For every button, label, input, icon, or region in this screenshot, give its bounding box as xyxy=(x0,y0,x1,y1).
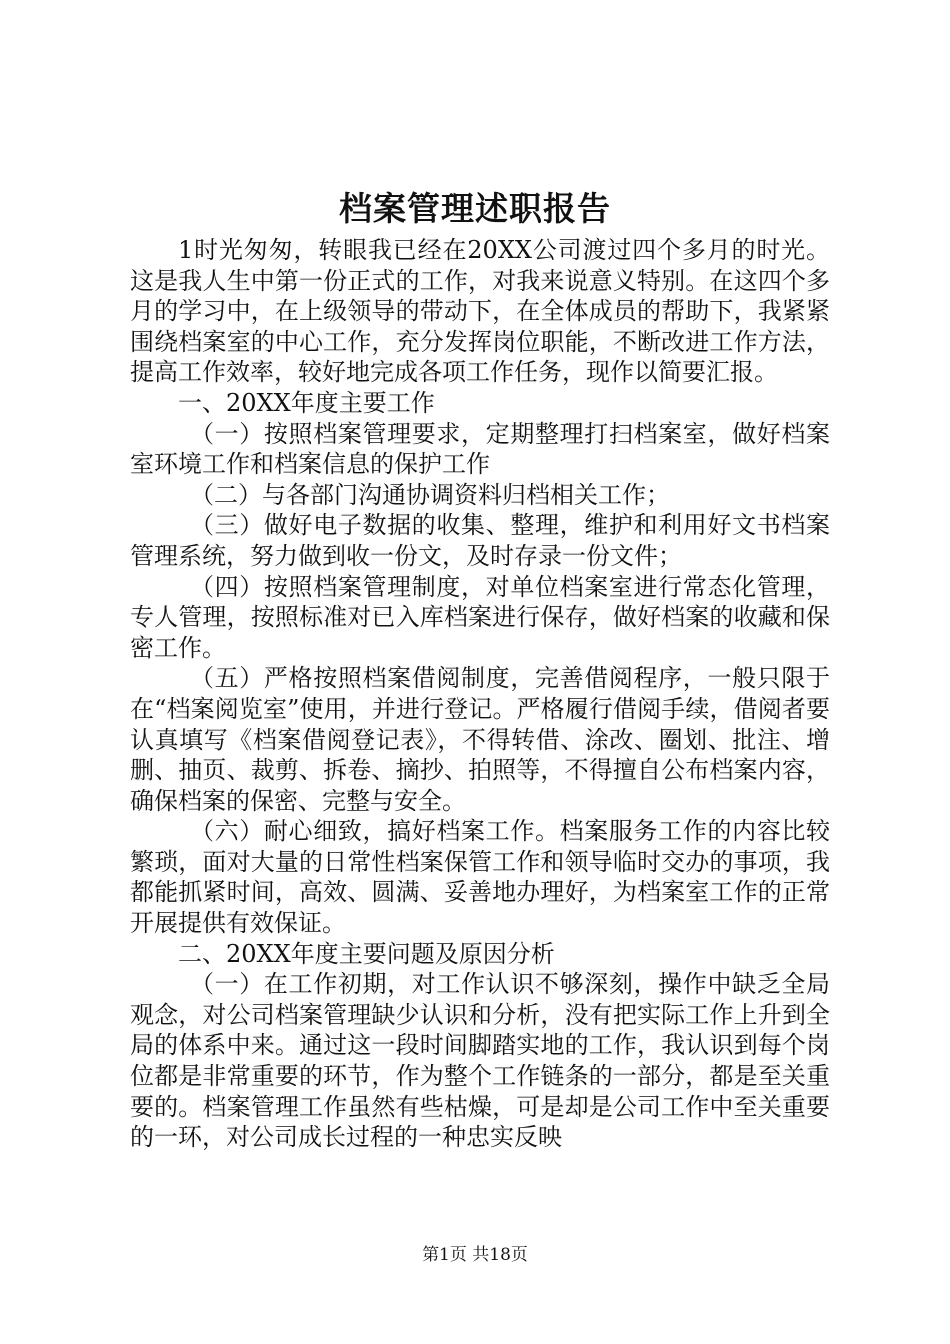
page-footer: 第1页 共18页 xyxy=(422,1245,528,1265)
paragraph-problem-1: （一）在工作初期，对工作认识不够深刻，操作中缺乏全局观念，对公司档案管理缺少认识和分析，没有把实际工作上升到全局的体系中来。通过这一段时间脚踏实地的工作，我认识到每个岗位都是非常重要的环节，作为整个工作链条的一部分，都是至关重要的。档案管理工作虽然有些枯燥，可是却是公司工作中至关重要的一环，对公司成长过程的一种忠实反映 xyxy=(130,970,830,1152)
section-heading-1: 一、20XX年度主要工作 xyxy=(178,388,435,417)
paragraph-item-1: （一）按照档案管理要求，定期整理打扫档案室，做好档案室环境工作和档案信息的保护工作 xyxy=(130,419,830,479)
document-title: 档案管理述职报告 xyxy=(339,189,611,228)
paragraph-item-3: （三）做好电子数据的收集、整理，维护和利用好文书档案管理系统，努力做到收一份文，及时存录一份文件； xyxy=(130,511,830,570)
document-body xyxy=(130,235,830,1153)
paragraph-item-4: （四）按照档案管理制度，对单位档案室进行常态化管理，专人管理，按照标准对已入库档案进行保存，做好档案的收藏和保密工作。 xyxy=(130,572,830,662)
paragraph-intro: 1时光匆匆，转眼我已经在20XX公司渡过四个多月的时光。这是我人生中第一份正式的工作，对我来说意义特别。在这四个多月的学习中，在上级领导的带动下，在全体成员的帮助下，我紧紧围绕档案室的中心工作，充分发挥岗位职能，不断改进工作方法，提高工作效率，较好地完成各项工作任务，现作以简要汇报。 xyxy=(130,236,830,387)
section-heading-2: 二、20XX年度主要问题及原因分析 xyxy=(178,939,555,968)
paragraph-item-2: （二）与各部门沟通协调资料归档相关工作； xyxy=(190,480,670,509)
paragraph-item-5: （五）严格按照档案借阅制度，完善借阅程序，一般只限于在“档案阅览室”使用，并进行登记。严格履行借阅手续，借阅者要认真填写《档案借阅登记表》，不得转借、涂改、圈划、批注、增删、抽页、裁剪、拆卷、摘抄、拍照等，不得擅自公布档案内容，确保档案的保密、完整与安全。 xyxy=(130,664,830,815)
paragraph-item-6: （六）耐心细致，搞好档案工作。档案服务工作的内容比较繁琐，面对大量的日常性档案保管工作和领导临时交办的事项，我都能抓紧时间，高效、圆满、妥善地办理好，为档案室工作的正常开展提供有效保证。 xyxy=(130,817,830,938)
